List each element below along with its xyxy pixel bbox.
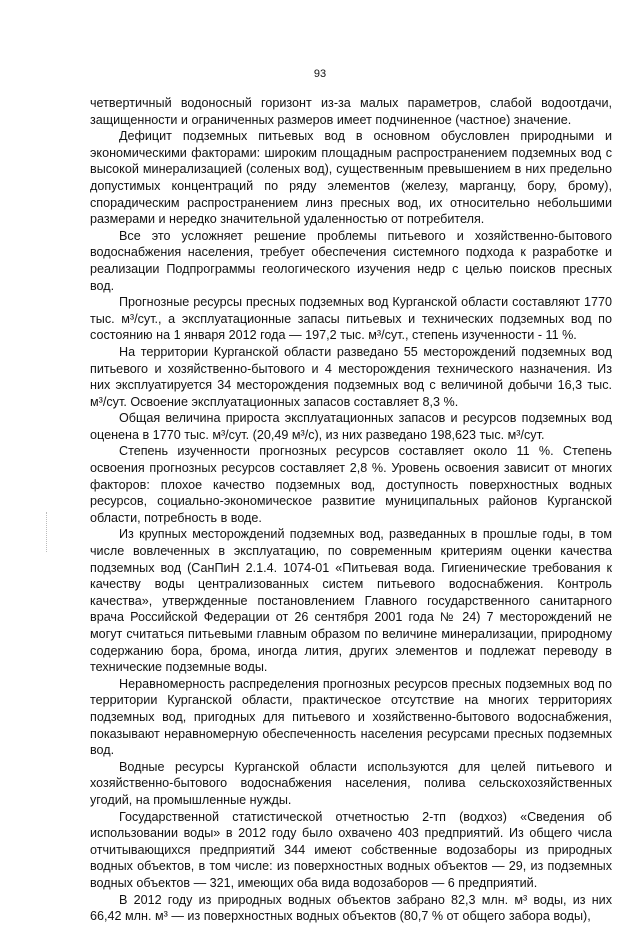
paragraph-5: На территории Курганской области разведано 55 месторождений подземных вод питьевого и хозяйственно-бытового и 4 месторождения технического назначения. Из них эксплуатируется 34 месторождения подземных вод с величиной добычи 16,3 тыс. м³/сут. Освоение эксплуатационных запасов составляет 8,3 %. [90, 344, 612, 409]
paragraph-3: Все это усложняет решение проблемы питьевого и хозяйственно-бытового водоснабжения населения, требует обеспечения системного подхода к разработке и реализации Подпрограммы геологического изучения недр с целью поисков пресных вод. [90, 228, 612, 293]
paragraph-10: Водные ресурсы Курганской области используются для целей питьевого и хозяйственно-бытового водоснабжения населения, полива сельскохозяйственных угодий, на промышленные нужды. [90, 759, 612, 807]
paragraph-11: Государственной статистической отчетностью 2-тп (водхоз) «Сведения об использовании воды» в 2012 году было охвачено 403 предприятий. Из общего числа отчитывающихся предприятий 344 имеют собственные водозаборы из природных водных объектов, в том числе: из поверхностных водных объектов — 29, из подземных водных объектов — 321, имеющих оба вида водозаборов — 6 предприятий. [90, 809, 612, 890]
paragraph-12: В 2012 году из природных водных объектов забрано 82,3 млн. м³ воды, из них 66,42 млн. м³ — из поверхностных водных объектов (80,7 % от общего забора воды), [90, 892, 612, 924]
body-text [90, 95, 612, 925]
margin-scan-mark [46, 512, 51, 552]
paragraph-7: Степень изученности прогнозных ресурсов составляет около 11 %. Степень освоения прогнозных ресурсов составляет 2,8 %. Уровень освоения зависит от многих факторов: плохое качество подземных вод, доступность поверхностных водных ресурсов, социально-экономическое развитие муниципальных районов Курганской области, потребность в воде. [90, 444, 612, 525]
page-number: 93 [313, 68, 327, 80]
paragraph-1: четвертичный водоносный горизонт из-за малых параметров, слабой водоотдачи, защищенности и ограниченных размеров имеет подчиненное (частное) значение. [90, 96, 612, 127]
paragraph-6: Общая величина прироста эксплуатационных запасов и ресурсов подземных вод оценена в 1770 тыс. м³/сут. (20,49 м³/с), из них разведано 198,623 тыс. м³/сут. [90, 411, 612, 442]
paragraph-2: Дефицит подземных питьевых вод в основном обусловлен природными и экономическими факторами: широким площадным распространением подземных вод с высокой минерализацией (соленых вод), существенным превышением в них предельно допустимых концентраций по ряду элементов (железу, марганцу, бору, брому), спорадическим распространением линз пресных вод, их относительно небольшими размерами и нередко значительной удаленностью от потребителя. [90, 129, 612, 227]
paragraph-4: Прогнозные ресурсы пресных подземных вод Курганской области составляют 1770 тыс. м³/сут., а эксплуатационные запасы питьевых и технических подземных вод по состоянию на 1 января 2012 года — 197,2 тыс. м³/сут., степень изученности - 11 %. [90, 295, 612, 343]
paragraph-8: Из крупных месторождений подземных вод, разведанных в прошлые годы, в том числе вовлеченных в эксплуатацию, по современным критериям оценки качества подземных вод (СанПиН 2.1.4. 1074-01 «Питьевая вода. Гигиенические требования к качеству воды централизованных систем питьевого водоснабжения. Контроль качества», утвержденные постановлением Главного государственного санитарного врача Российской Федерации от 26 сентября 2001 года № 24) 7 месторождений не могут считаться питьевыми главным образом по величине минерализации, природному содержанию бора, брома, иногда лития, других элементов и подлежат переводу в технические подземные воды. [90, 527, 612, 675]
paragraph-9: Неравномерность распределения прогнозных ресурсов пресных подземных вод по территории Курганской области, практическое отсутствие на многих территориях подземных вод, пригодных для питьевого и хозяйственно-бытового водоснабжения, показывают неравномерную обеспеченность населения ресурсами пресных подземных вод. [90, 676, 612, 758]
